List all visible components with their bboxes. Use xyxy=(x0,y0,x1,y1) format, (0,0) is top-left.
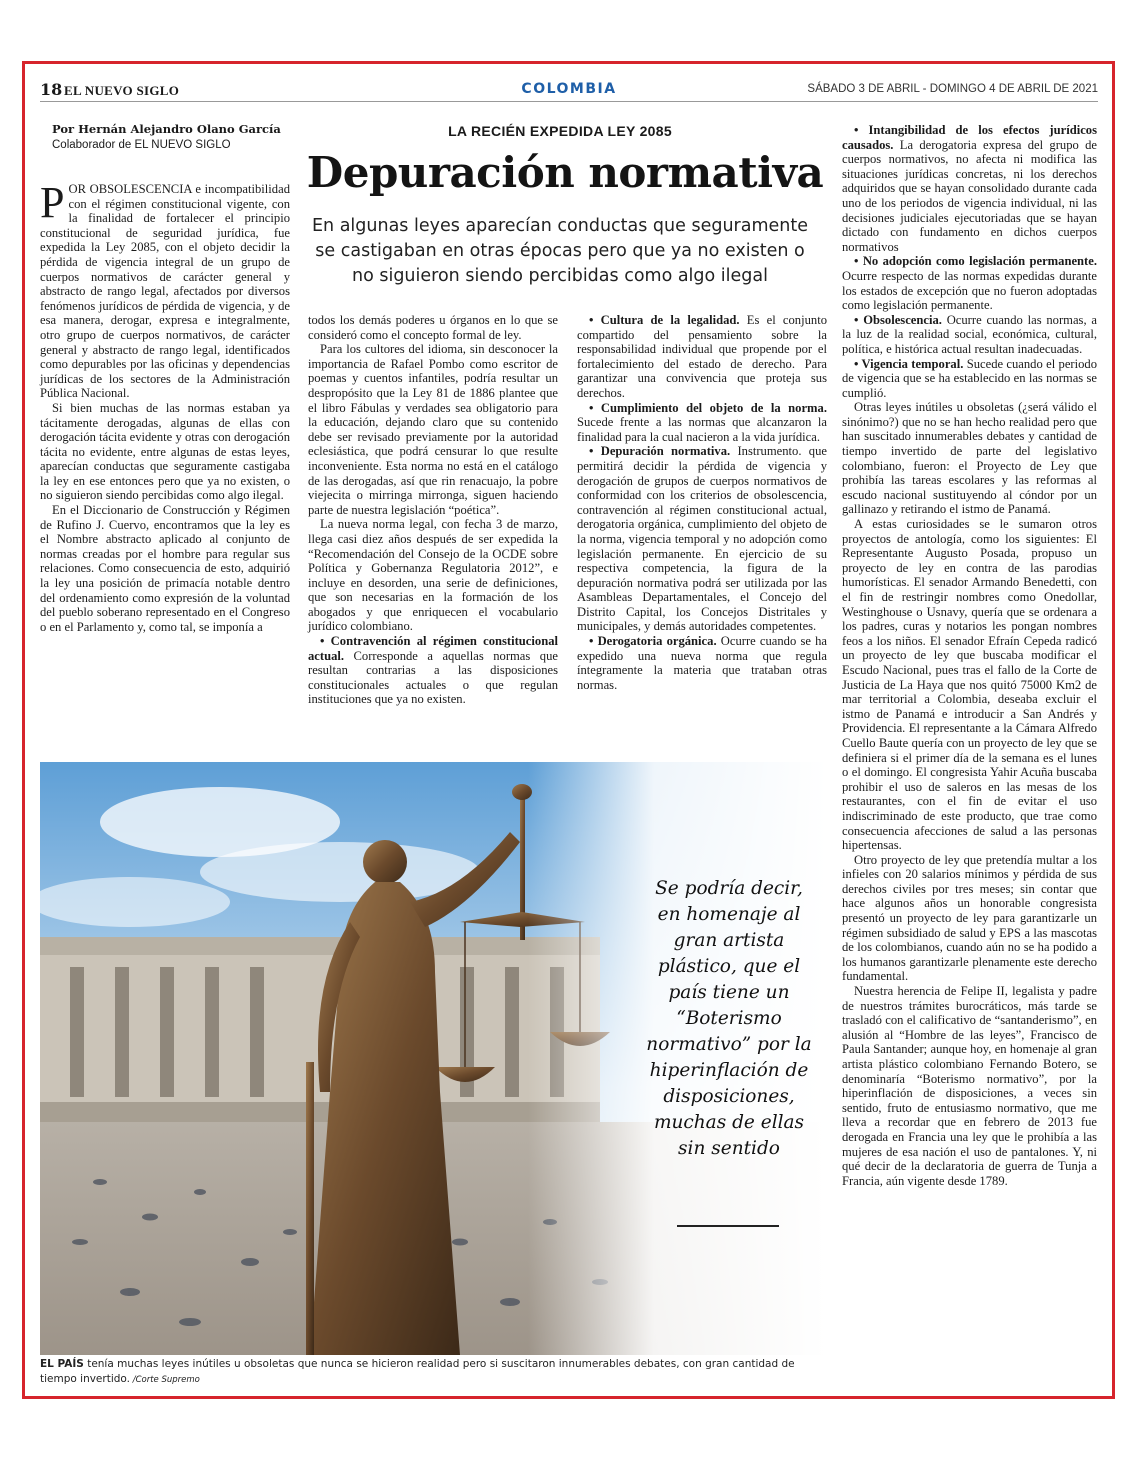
term-heading: • Cumplimiento del objeto de la norma. xyxy=(589,400,827,415)
paragraph xyxy=(577,401,827,445)
column-3 xyxy=(577,313,827,692)
caption-text: tenía muchas leyes inútiles u obsoletas que nunca se hicieron realidad pero si suscitaron innumerables debates, con gran cantidad de tiempo invertido. xyxy=(40,1358,795,1385)
paragraph: Otras leyes inútiles u obsoletas (¿será válido el sinónimo?) que no se han hecho realidad pero que han suscitado innumerables debates y cantidad de tiempo invertido de parte del legislativo colombiano, fueron: el Proyecto de Ley que prohibía las tareas escolares y las reformas al escudo nacional sustituyendo al cóndor por un gallinazo y retirando el istmo de Panamá. xyxy=(842,400,1097,517)
paragraph xyxy=(577,444,827,634)
term-heading: • Derogatoria orgánica. xyxy=(589,634,717,649)
term-heading: • No adopción como legislación permanente. xyxy=(854,254,1097,269)
photo-caption xyxy=(40,1357,830,1388)
paragraph: En el Diccionario de Construcción y Régimen de Rufino J. Cuervo, encontramos que la ley es el Nombre abstracto aplicado al conjunto de normas creadas por el hombre para regular sus relaciones. Como consecuencia de esto, adquirió la ley una posición de primacía notable dentro del ordenamiento como expresión de la voluntad del pueblo soberano representado en el Congreso o en el Parlamento y, como tal, se imponía a xyxy=(40,503,290,634)
term-text: Ocurre cuando las normas, a la luz de la realidad social, económica, cultural, política, e histórica actual resultan inadecuadas. xyxy=(842,312,1097,356)
photo-credit: /Corte Supremo xyxy=(130,1375,200,1385)
paragraph-text: OR OBSOLESCENCIA e incompatibilidad con el régimen constitucional vigente, con la finalidad de fortalecer el principio constitucional de seguridad jurídica, fue expedida la Ley 2085, con el objeto decidir la pérdida de vigencia integral de un grupo de cuerpos normativos de carácter general y abstracto de rango legal, afectados por diversos fenómenos jurídicos de pérdida de vigencia, y de esa manera, derogar, expresa e integralmente, otro grupo de cuerpos normativos, de carácter general y abstracto de rango legal, identificados como depurables por las oficinas y dependencias jurídicas de los sectores de la Administración Pública Nacional. xyxy=(40,182,290,401)
term-text: La derogatoria expresa del grupo de cuerpos normativos, no afecta ni modifica las situaciones jurídicas concretas, ni los derechos adquiridos que se hayan consolidado durante cada uno de los periodos de vigencia individual, ni las decisiones judiciales ejecutoriadas que se hayan dictado con fundamento en dichos cuerpos normativos xyxy=(842,137,1097,254)
term-text: Es el conjunto compartido del pensamiento sobre la responsabilidad individual que propende por el fortalecimiento del estado de derecho. Para garantizar una convivencia que proteja sus derechos. xyxy=(577,313,827,400)
paragraph: Otro proyecto de ley que pretendía multar a los infieles con 20 salarios mínimos y pérdida de sus derechos civiles por tres meses; sin contar que hace algunos años un honorable congresista presentó un proyecto de ley para garantizarle un régimen subsidiado de salud y EPS a las mascotas de los colombianos, cuando aún no se ha podido a los humanos garantizarle plenamente este derecho fundamental. xyxy=(842,852,1097,984)
drop-cap: P xyxy=(40,178,65,227)
author-name: Por Hernán Alejandro Olano García xyxy=(52,122,281,136)
paragraph xyxy=(40,178,290,401)
term-heading: • Contravención al régimen constitucional actual. xyxy=(308,634,558,663)
column-4 xyxy=(842,123,1097,1188)
column-1 xyxy=(40,178,290,634)
paragraph: La nueva norma legal, con fecha 3 de marzo, llega casi diez años después de ser expedida la “Recomendación del Consejo de la OCDE sobre Política y Gobernanza Regulatoria 2012”, e incluye en desorden, una serie de definiciones, que son necesarias en la formación de los abogados y que enriquecen el vocabulario jurídico colombiano. xyxy=(308,517,558,634)
term-heading: • Obsolescencia. xyxy=(854,312,942,327)
article-title: Depuración normativa xyxy=(306,148,824,197)
page-number: 18 xyxy=(40,80,63,99)
paragraph xyxy=(308,634,558,707)
paragraph: Para los cultores del idioma, sin desconocer la importancia de Rafael Pombo como escritor de poemas y cuentos infantiles, podría resultar un despropósito que la Ley 81 de 1886 plantee que el libro Fábulas y verdades sea obligatorio para la educación, dejando claro que su contenido debe ser revisado previamente por la autoridad eclesiástica, que podrá censurar lo que resulte inconveniente. Esta norma no está en el catálogo de las derogadas, así que rin renacuajo, la pobre viejecita o mirringa mirronga, siguen haciendo parte de nuestra legislación “poética”. xyxy=(308,342,558,517)
article-subtitle: En algunas leyes aparecían conductas que seguramente se castigaban en otras épocas pero que ya no existen o no siguieron siendo percibidas como algo ilegal xyxy=(312,216,808,286)
byline xyxy=(52,122,312,151)
header-rule xyxy=(40,101,1098,102)
paragraph: Si bien muchas de las normas estaban ya tácitamente derogadas, algunas de ellas con derogación tácita evidente y otras con derogación tácita no evidente, entre algunas de estas leyes, aparecían conductas que seguramente castigaba la ley en ese entonces pero que ya no existen, o no siguieron siendo percibidas como algo ilegal. xyxy=(40,400,290,503)
paragraph: A estas curiosidades se le sumaron otros proyectos de antología, como los siguientes: El Representante Augusto Posada, propuso un proyecto de ley en contra de las parodias humorísticas. El senador Armando Benedetti, con el fin de restringir nombres como Onedollar, Westinghouse o Usnavy, quería que se ordenara a los padres, curas y notarios les pongan nombres feos a los niños. El senador Efraín Cepeda radicó un proyecto de ley que buscaba modificar el Escudo Nacional, pues tras el fallo de la Corte de Justicia de La Haya que nos quitó 75000 Km2 de mar territorial a Colombia, deseaba excluir el istmo de Panamá e introducir a San Andrés y Providencia. El representante a la Cámara Alfredo Cuello Baute quería con un proyecto de ley que se definiera si el primer día de la semana es el lunes o el domingo. El congresista Yahir Acuña buscaba prohibir el uso de saleros en las mesas de los restaurantes, con el fin de evitar el uso indiscriminado de este producto, que trae como consecuencia afecciones de salud a las personas hipertensas. xyxy=(842,517,1097,853)
pull-quote: Se podría decir, en homenaje al gran artista plástico, que el país tiene un “Boterismo normativo” por la hiperinflación de disposiciones, muchas de ellas sin sentido xyxy=(646,878,812,1159)
paragraph xyxy=(842,357,1097,401)
term-text: Ocurre respecto de las normas expedidas durante los estados de excepción que no fueron adoptadas como legislación permanente. xyxy=(842,268,1097,313)
term-heading: • Cultura de la legalidad. xyxy=(589,313,740,327)
author-role: Colaborador de EL NUEVO SIGLO xyxy=(52,139,231,151)
column-2 xyxy=(308,313,558,707)
term-text: Ocurre cuando se ha expedido una nueva norma que regula íntegramente la materia que trataban otras normas. xyxy=(577,634,827,692)
term-text: Sucede frente a las normas que alcanzaron la finalidad para la cual nacieron a la vida jurídica. xyxy=(577,415,827,444)
article-kicker: LA RECIÉN EXPEDIDA LEY 2085 xyxy=(448,123,672,139)
term-heading: • Intangibilidad de los efectos jurídicos causados. xyxy=(842,123,1097,152)
term-text: Corresponde a aquellas normas que resultan contrarias a las disposiciones constitucionales actuales o que regulan instituciones que ya no existen. xyxy=(308,648,558,707)
paragraph xyxy=(577,634,827,692)
section-name: COLOMBIA xyxy=(521,81,617,97)
term-text: Instrumento. que permitirá decidir la pérdida de vigencia y derogación de grupos de cuerpos normativos de conformidad con los criterios de obsolescencia, contravención al régimen constitucional actual, derogatoria orgánica, cumplimiento del objeto de la norma, vigencia temporal y no adopción como legislación permanente. En ejercicio de su respectiva competencia, la figura de la depuración normativa podrá ser utilizada por las Asambleas Departamentales, el Concejo del Distrito Capital, los Concejos Distritales y municipales, y demás autoridades competentes. xyxy=(577,444,827,634)
paragraph xyxy=(842,313,1097,357)
paragraph: Nuestra herencia de Felipe II, legalista y padre de nuestros trámites burocráticos, más tarde se trasladó con el calificativo de “santanderismo”, en alusión al “Hombre de las leyes”, Francisco de Paula Santander; aunque hoy, en homenaje al gran artista plástico colombiano Fernando Botero, se denominaría “Boterismo normativo”, por la hiperinflación de disposiciones, a veces sin sentido, fruto de entusiasmo normativo, que me lleva a recordar que en febrero de 2013 fue derogada en Francia una ley que le prohibía a las mujeres de esa nación el uso de pantalones. Y, ni qué decir de la declaratoria de guerra de Tunja a Francia, aún vigente desde 1789. xyxy=(842,984,1097,1188)
paragraph xyxy=(842,254,1097,312)
term-text: Sucede cuando el periodo de vigencia que se ha establecido en las normas se cumplió. xyxy=(842,356,1098,400)
caption-lead: EL PAÍS xyxy=(40,1358,84,1370)
page-header xyxy=(40,80,1098,102)
paragraph xyxy=(842,123,1097,254)
pull-quote-rule xyxy=(677,1225,779,1227)
term-heading: • Vigencia temporal. xyxy=(854,356,964,371)
paragraph: todos los demás poderes u órganos en lo que se consideró como el concepto formal de ley. xyxy=(308,313,558,342)
paragraph xyxy=(577,313,827,401)
term-heading: • Depuración normativa. xyxy=(589,444,731,459)
issue-date: SÁBADO 3 DE ABRIL - DOMINGO 4 DE ABRIL DE 2021 xyxy=(807,83,1098,95)
publication-name: EL NUEVO SIGLO xyxy=(64,83,180,98)
